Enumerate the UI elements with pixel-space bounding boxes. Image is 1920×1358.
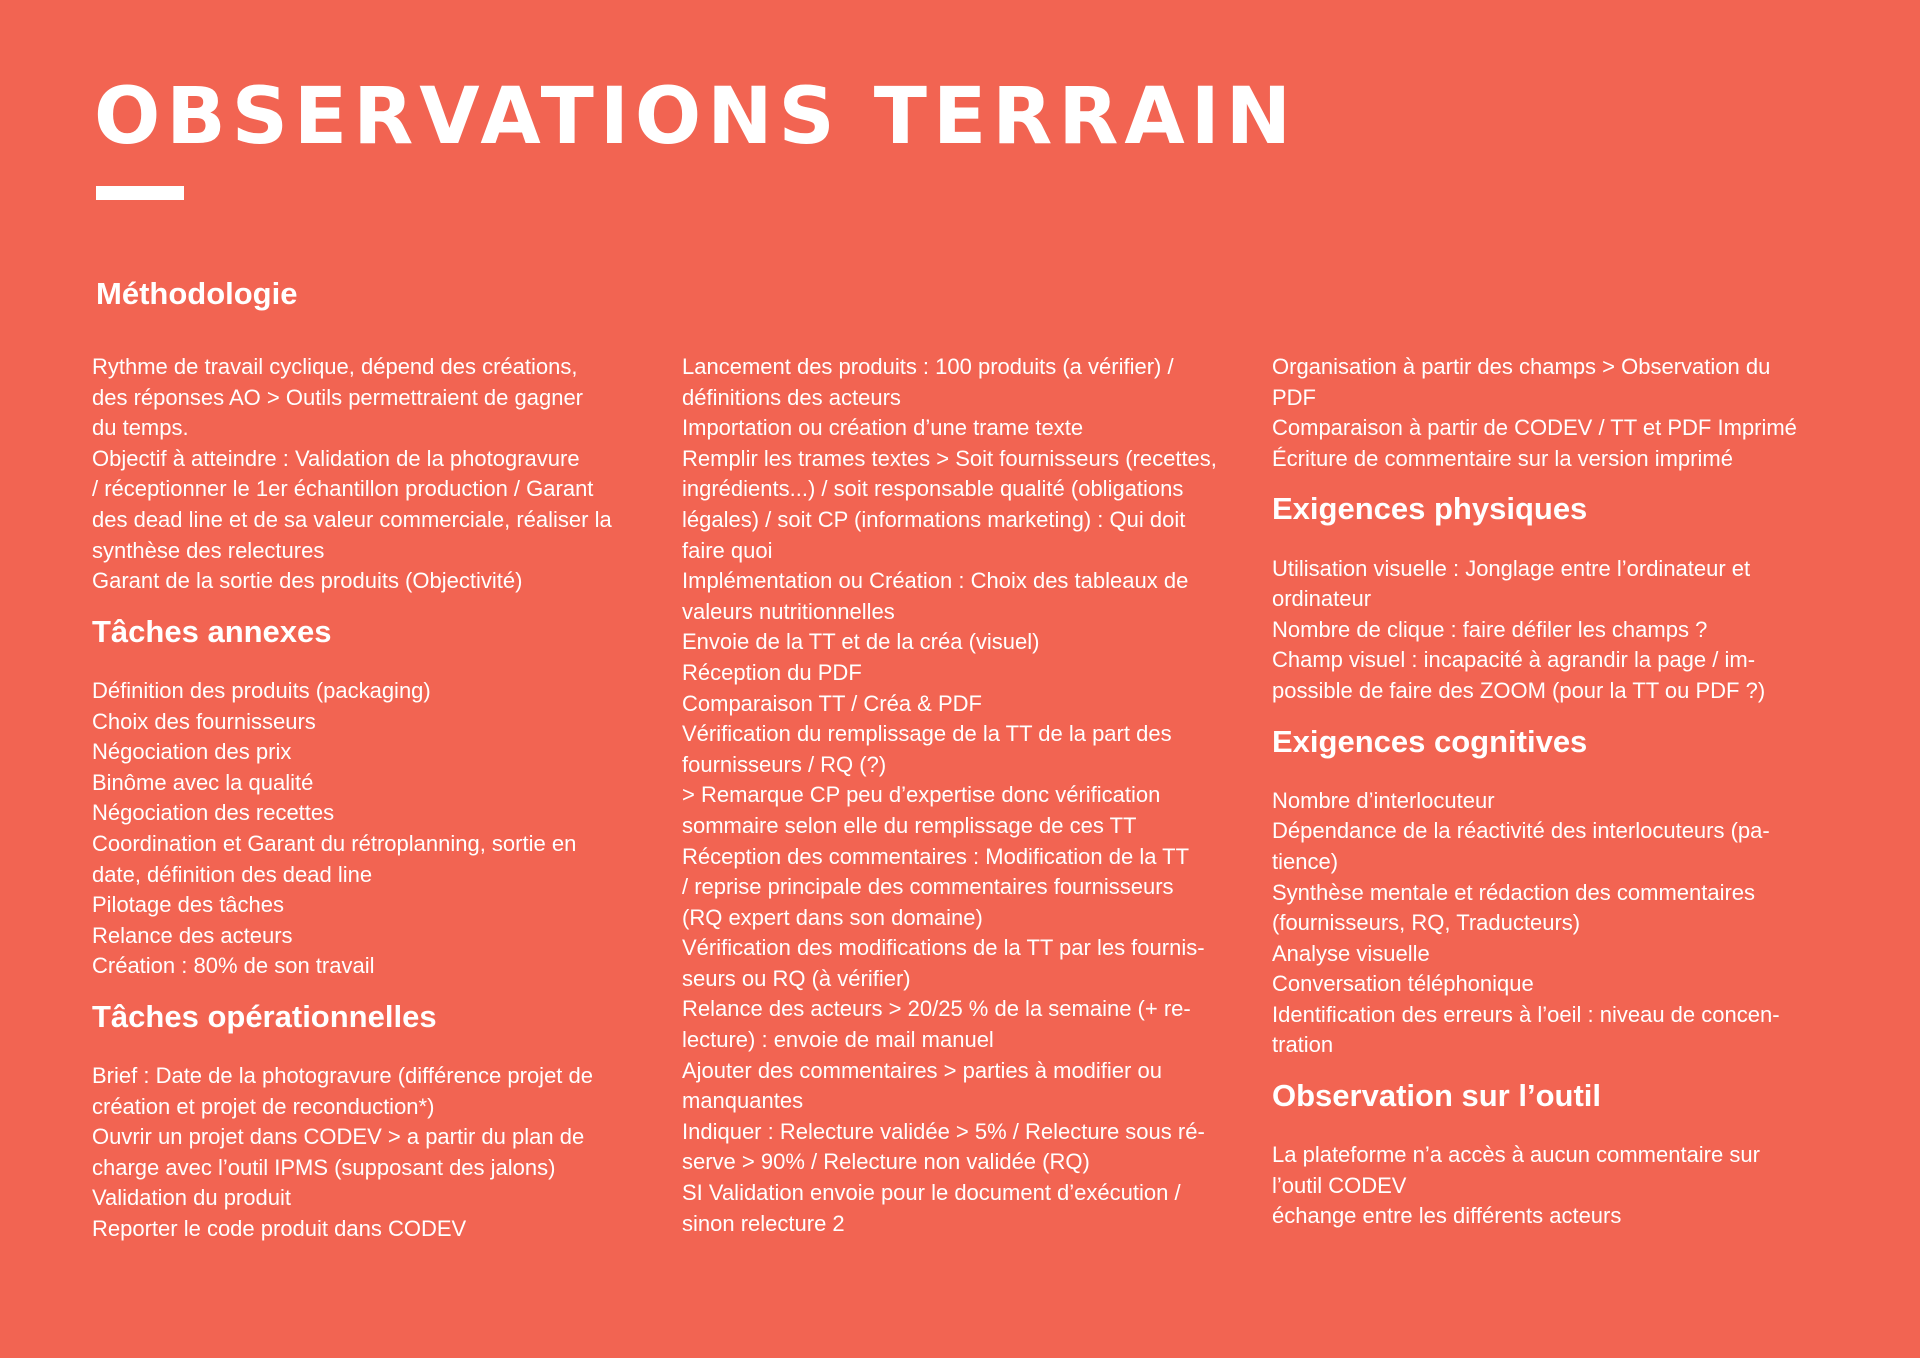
text-line: sommaire selon elle du remplissage de ces TT	[682, 812, 1137, 838]
intro-text	[1272, 352, 1832, 474]
text-line: PDF	[1272, 384, 1316, 410]
text-line: Choix des fournisseurs	[92, 708, 316, 734]
text-line: création et projet de reconduction*)	[92, 1093, 435, 1119]
taches-operationnelles-text	[92, 1061, 657, 1245]
text-line: Création : 80% de son travail	[92, 953, 375, 979]
text-line: manquantes	[682, 1088, 804, 1114]
text-line: Identification des erreurs à l’oeil : niveau de concen-	[1272, 1001, 1780, 1027]
methodologie-text	[92, 352, 657, 597]
heading-taches-operationnelles: Tâches opérationnelles	[92, 998, 437, 1034]
text-line: Synthèse mentale et rédaction des commentaires	[1272, 879, 1756, 905]
text-line: lecture) : envoie de mail manuel	[682, 1027, 994, 1053]
column-2	[682, 352, 1247, 1239]
taches-annexes-text	[92, 676, 657, 982]
text-line: légales) / soit CP (informations marketing) : Qui doit	[682, 506, 1186, 532]
text-line: possible de faire des ZOOM (pour la TT ou PDF ?)	[1272, 677, 1766, 703]
text-line: Comparaison TT / Créa & PDF	[682, 690, 982, 716]
text-line: Négociation des prix	[92, 739, 292, 765]
text-line: tience)	[1272, 848, 1339, 874]
heading-observation-outil: Observation sur l’outil	[1272, 1078, 1601, 1114]
text-line: serve > 90% / Relecture non validée (RQ)	[682, 1149, 1090, 1175]
text-line: l’outil CODEV	[1272, 1172, 1407, 1198]
title-underline	[96, 186, 184, 200]
text-line: valeurs nutritionnelles	[682, 598, 895, 624]
text-line: Pilotage des tâches	[92, 892, 285, 918]
text-line: SI Validation envoie pour le document d’exécution /	[682, 1180, 1181, 1206]
text-line: Nombre de clique : faire défiler les champs ?	[1272, 616, 1708, 642]
text-line: charge avec l’outil IPMS (supposant des jalons)	[92, 1154, 556, 1180]
text-line: du temps.	[92, 415, 189, 441]
text-line: Réception des commentaires : Modification de la TT	[682, 843, 1190, 869]
text-line: faire quoi	[682, 537, 773, 563]
text-line: Utilisation visuelle : Jonglage entre l’ordinateur et	[1272, 555, 1751, 581]
text-line: Définition des produits (packaging)	[92, 677, 431, 703]
text-line: Écriture de commentaire sur la version imprimé	[1272, 445, 1733, 471]
text-line: tration	[1272, 1032, 1334, 1058]
text-line: Vérification du remplissage de la TT de la part des	[682, 721, 1172, 747]
text-line: Réception du PDF	[682, 659, 862, 685]
text-line: Validation du produit	[92, 1185, 291, 1211]
exigences-cognitives-text	[1272, 786, 1832, 1061]
heading-taches-annexes: Tâches annexes	[92, 613, 332, 649]
page-title: OBSERVATIONS TERRAIN	[94, 72, 1298, 162]
heading-exigences-physiques: Exigences physiques	[1272, 491, 1588, 527]
text-line: Coordination et Garant du rétroplanning, sortie en	[92, 830, 577, 856]
text-line: Nombre d’interlocuteur	[1272, 787, 1495, 813]
text-line: Envoie de la TT et de la créa (visuel)	[682, 629, 1040, 655]
text-line: ordinateur	[1272, 586, 1372, 612]
text-line: fournisseurs / RQ (?)	[682, 751, 887, 777]
text-line: Lancement des produits : 100 produits (a vérifier) /	[682, 354, 1174, 379]
text-line: Implémentation ou Création : Choix des tableaux de	[682, 568, 1189, 594]
heading-exigences-cognitives: Exigences cognitives	[1272, 723, 1588, 759]
text-line: date, définition des dead line	[92, 861, 373, 887]
text-line: des dead line et de sa valeur commerciale, réaliser la	[92, 506, 612, 532]
text-line: / réceptionner le 1er échantillon production / Garant	[92, 476, 594, 502]
text-line: Comparaison à partir de CODEV / TT et PDF Imprimé	[1272, 415, 1797, 441]
text-line: Vérification des modifications de la TT par les fournis-	[682, 935, 1205, 961]
text-line: Conversation téléphonique	[1272, 971, 1534, 997]
text-line: Ajouter des commentaires > parties à modifier ou	[682, 1057, 1162, 1083]
text-line: sinon relecture 2	[682, 1210, 845, 1236]
text-line: Champ visuel : incapacité à agrandir la page / im-	[1272, 647, 1756, 673]
text-line: Ouvrir un projet dans CODEV > a partir du plan de	[92, 1124, 585, 1150]
text-line: définitions des acteurs	[682, 384, 901, 410]
text-line: Remplir les trames textes > Soit fournisseurs (recettes,	[682, 445, 1217, 471]
text-line: La plateforme n’a accès à aucun commentaire sur	[1272, 1142, 1760, 1168]
text-line: (RQ expert dans son domaine)	[682, 904, 983, 930]
text-line: Relance des acteurs	[92, 922, 293, 948]
text-line: Reporter le code produit dans CODEV	[92, 1216, 467, 1242]
text-line: / reprise principale des commentaires fournisseurs	[682, 874, 1174, 900]
text-line: Importation ou création d’une trame texte	[682, 415, 1084, 441]
text-line: seurs ou RQ (à vérifier)	[682, 965, 911, 991]
text-line: Organisation à partir des champs > Observation du	[1272, 354, 1771, 379]
text-line: Dépendance de la réactivité des interlocuteurs (pa-	[1272, 818, 1770, 844]
text-line: Relance des acteurs > 20/25 % de la semaine (+ re-	[682, 996, 1191, 1022]
text-line: Indiquer : Relecture validée > 5% / Relecture sous ré-	[682, 1118, 1205, 1144]
column-3	[1272, 352, 1832, 1232]
text-line: Rythme de travail cyclique, dépend des créations,	[92, 354, 578, 379]
exigences-physiques-text	[1272, 554, 1832, 707]
text-line: Objectif à atteindre : Validation de la photogravure	[92, 445, 580, 471]
text-line: Binôme avec la qualité	[92, 769, 314, 795]
text-line: des réponses AO > Outils permettraient de gagner	[92, 384, 584, 410]
heading-methodologie: Méthodologie	[96, 276, 298, 311]
text-line: échange entre les différents acteurs	[1272, 1203, 1622, 1229]
observation-outil-text	[1272, 1140, 1832, 1232]
text-line: ingrédients...) / soit responsable qualité (obligations	[682, 476, 1184, 502]
text-line: Négociation des recettes	[92, 800, 335, 826]
text-line: Brief : Date de la photogravure (différence projet de	[92, 1063, 594, 1089]
text-line: Analyse visuelle	[1272, 940, 1430, 966]
column-1	[92, 352, 657, 1245]
text-line: > Remarque CP peu d’expertise donc vérification	[682, 782, 1161, 808]
text-line: Garant de la sortie des produits (Objectivité)	[92, 568, 523, 594]
text-line: (fournisseurs, RQ, Traducteurs)	[1272, 910, 1581, 936]
text-line: synthèse des relectures	[92, 537, 325, 563]
